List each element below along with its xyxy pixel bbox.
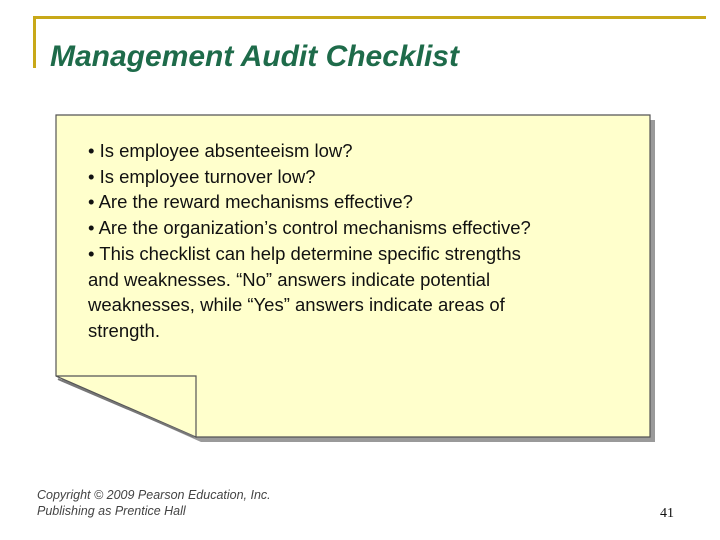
copyright-notice [37,487,271,519]
page-number: 41 [660,506,674,521]
copyright-line: Copyright © 2009 Pearson Education, Inc. [37,488,271,502]
checklist-line: strength. [88,319,160,341]
checklist-line: • Is employee turnover low? [88,165,316,187]
checklist-line: weaknesses, while “Yes” answers indicate areas of [88,294,505,316]
publisher-line: Publishing as Prentice Hall [37,504,186,518]
checklist-line: and weaknesses. “No” answers indicate potential [88,268,491,290]
checklist-line: • Are the organization’s control mechanisms effective? [88,217,531,239]
checklist-line: • This checklist can help determine specific strengths [88,242,521,264]
checklist-line: • Are the reward mechanisms effective? [88,191,413,213]
checklist-line: • Is employee absenteeism low? [88,140,353,161]
slide-title: Management Audit Checklist [50,40,459,73]
checklist-text [88,138,618,344]
